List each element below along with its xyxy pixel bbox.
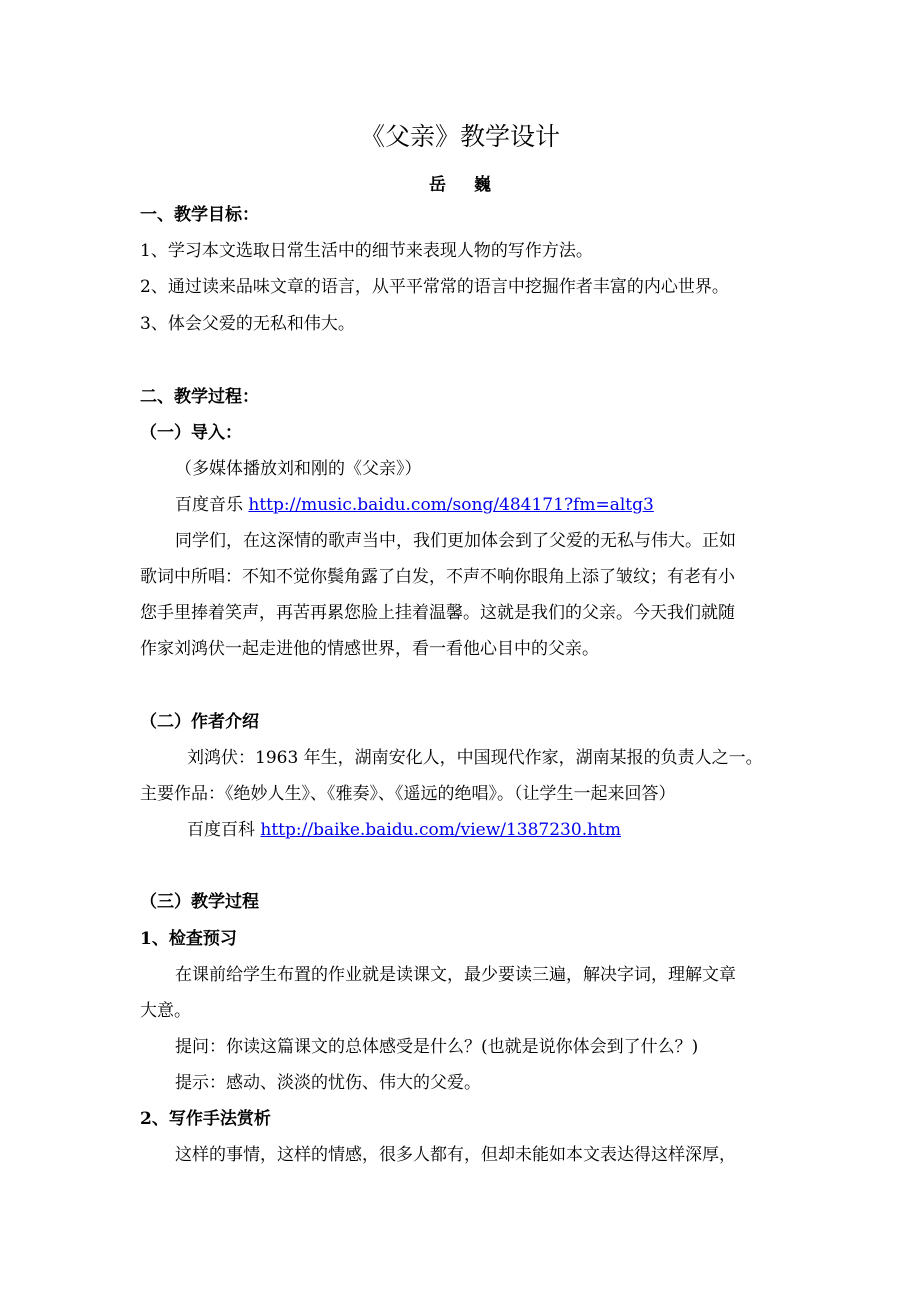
step1-heading: 1、检查预习: [140, 929, 237, 949]
music-link[interactable]: http://music.baidu.com/song/484171?fm=altg3: [248, 495, 654, 515]
author-name: 岳巍: [429, 175, 519, 195]
step1-line: 大意。: [140, 1001, 191, 1021]
step1-hint: 提示：感动、淡淡的忧伤、伟大的父爱。: [175, 1073, 481, 1093]
intro-paragraph-line: 同学们，在这深情的歌声当中，我们更加体会到了父爱的无私与伟大。正如: [175, 531, 736, 551]
intro-paragraph-line: 您手里捧着笑声，再苦再累您脸上挂着温馨。这就是我们的父亲。今天我们就随: [140, 603, 735, 623]
intro-heading: （一）导入：: [140, 423, 242, 443]
goal-item: 2、通过读来品味文章的语言，从平平常常的语言中挖掘作者丰富的内心世界。: [140, 277, 729, 297]
goal-item: 1、学习本文选取日常生活中的细节来表现人物的写作方法。: [140, 241, 593, 261]
author-intro-heading: （二）作者介绍: [140, 712, 259, 732]
step1-question: 提问：你读这篇课文的总体感受是什么？(也就是说你体会到了什么？): [175, 1037, 699, 1057]
step1-line: 在课前给学生布置的作业就是读课文，最少要读三遍，解决字词，理解文章: [175, 965, 736, 985]
document-title: 《父亲》教学设计: [359, 122, 560, 151]
music-line: [175, 494, 654, 516]
goals-heading: 一、教学目标：: [140, 205, 259, 225]
baike-line: [187, 819, 621, 841]
goal-item: 3、体会父爱的无私和伟大。: [140, 314, 355, 334]
author-intro-line: 主要作品：《绝妙人生》、《雅奏》、《遥远的绝唱》。（让学生一起来回答）: [140, 784, 676, 804]
step2-line: 这样的事情，这样的情感，很多人都有，但却未能如本文表达得这样深厚，: [175, 1145, 736, 1165]
media-note: （多媒体播放刘和刚的《父亲》）: [175, 459, 422, 479]
baike-link[interactable]: http://baike.baidu.com/view/1387230.htm: [260, 820, 621, 840]
process-heading: 二、教学过程：: [140, 387, 259, 407]
author-intro-line: 刘鸿伏：1963 年生，湖南安化人，中国现代作家，湖南某报的负责人之一。: [187, 748, 763, 768]
baike-label: 百度百科: [187, 820, 261, 840]
music-label: 百度音乐: [175, 495, 249, 515]
step2-heading: 2、写作手法赏析: [140, 1109, 271, 1129]
intro-paragraph-line: 歌词中所唱：不知不觉你鬓角露了白发，不声不响你眼角上添了皱纹；有老有小: [140, 567, 735, 587]
intro-paragraph-line: 作家刘鸿伏一起走进他的情感世界，看一看他心目中的父亲。: [140, 639, 599, 659]
teaching-heading: （三）教学过程: [140, 892, 259, 912]
